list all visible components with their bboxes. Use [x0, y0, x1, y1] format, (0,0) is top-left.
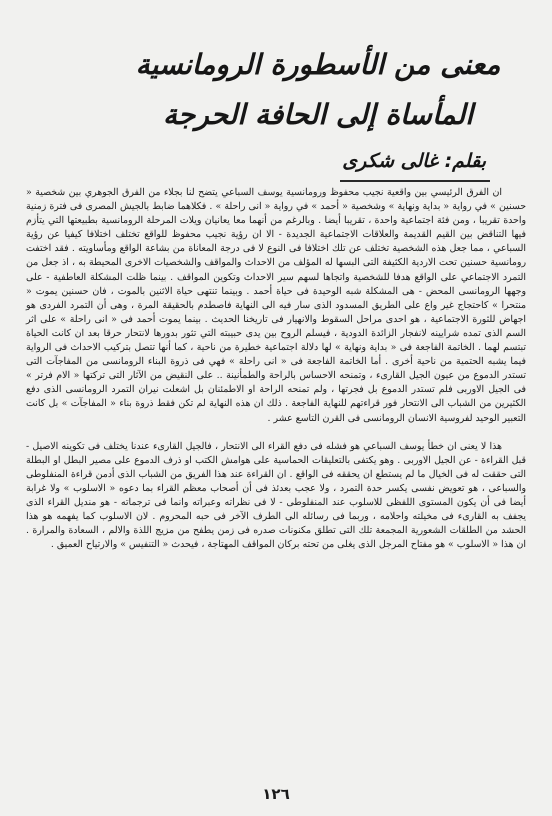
article-body: [26, 186, 526, 552]
page-number: ١٢٦: [262, 785, 290, 803]
paragraph-2: هذا لا يعنى ان خطأ يوسف السباعي هو فشله فى دفع القراء الى الانتحار ، فالجيل القارىء عندنا يختلف فى تكوينه الاصيل - قبل القراءة - عن الجيل الاوربى . وهو يكتفى بالتعليقات الحماسية على هوامش الكتب او ذرف الدموع على مصير البطل او البطلة التى حققت له فى الخيال ما لم يستطع ان يحققه فى الواقع . ان القراءة عند هذا الفريق من الشباب الذى أدمن قراءة المنفلوطى والسباعى ، هو تعويض نفسى يكسر حدة التمرد ، ولا عجب بعدئذ فى أن أصحاب معظم القراء بما دعوه « الاسلوب » ولا غرابة أيضا فى أن يكون المستوى اللفظى للاسلوب عند المنفلوطى - لا فى نظراته وعبراته وانما فى ترجماته - هو منديل القراء الذى يجفف به القارىء فى مخيلته واحلامه ، وربما فى رسائله الى الطرف الآخر فى حبه المحروم . لان الاسلوب كما يفهمه هو هذا الحشد من الطلقات الشعورية المجمعة تلك التى تطلق مكنونات صدره فى زمن يطفح من مزيج اللذة والالم ، السعادة والمرارة . ان هذا « الاسلوب » هو مفتاح المرجل الذى يغلى من تحته بركان المواقف المهتاجة ، فيحدث « التنفيس » والارتياح العميق .: [26, 440, 526, 551]
author-byline: بقلم: غالى شكرى: [342, 150, 486, 172]
title-line-1: معنى من الأسطورة الرومانسية: [135, 48, 501, 81]
byline-underline: [340, 180, 490, 182]
article-title: [118, 40, 518, 140]
title-line-2: المأساة إلى الحافة الحرجة: [162, 98, 474, 131]
paragraph-1: ان الفرق الرئيسي بين واقعية نجيب محفوظ ورومانسية يوسف السباعي يتضح لنا بجلاء من الفرق الجوهري بين شخصية « حسنين » في رواية « بداية ونهاية » وشخصية « أحمد » في رواية « انى راحلة » . فكلاهما ضابط بالجيش المصرى فى فترة زمنية واحدة تقريبا ، ومن فئة اجتماعية واحدة ، تقريبا أيضا . وبالرغم من أنهما معا يعانيان ويلات المرحلة الرومانسية بطبيعتها التي يتأزم فيها التناقض بين القيم القديمة والعلاقات الاجتماعية الجديدة - الا ان رؤية نجيب محفوظ للواقع تختلف اختلافا كيفيا عن رؤية السباعي ، مما جعل هذه الشخصية تختلف عن تلك اختلافا فى النوع لا فى درجة المعاناة من بشاعة الواقع ومأساويته . فقد اختفت رومانسية حسنين تحت الاردية الكثيفة التى البسها له المؤلف من الاحداث والمواقف والشخصيات الاخرى المحيطة به ، اذ جعل من التمرد الاجتماعي على الواقع هدفا للشخصية واتجاها لسهم سير الاحداث وتكوين المواقف . بينما ظلت المشكلة العاطفية - على وجهها الرومانسى المحض - هى المشكلة شبه الوحيدة فى حياة أحمد . وبينما تنتهى حياة الاثنين بالموت ، فان حسنين يموت « منتحرا » كاحتجاج غير واع على الطريق المسدود الذى سار فيه الى النهاية فاصطدم بالحقيقة المرة ، وهى أن التمرد الفردى هو اجهاض للثورة الاجتماعية ، هو احدى مراحل السقوط والانهيار فى تاريخنا الحديث . بينما يموت أحمد فى « انى راحلة » على اثر السم الذى تمده شرايينه لانفجار الزائدة الدودية ، فيسلم الروح بين يدى حبيبته التي تثور بدورها لانتحار حرقا بعد ان كانت الحياة تبتسم لهما . الخاتمة الفاجعة فى « بداية ونهاية » لها دلالة اجتماعية خطيرة من ناحية ، كما أنها تتصل بتركيب الاحداث فى الرواية فيما يشبه الحتمية من ناحية أخرى . أما الخاتمة الفاجعة فى « انى راحلة » فهي فى ذروة البناء الرومانسى من المفاجآت التى تستدر الدموع من عيون الجيل القارىء ، وتمنحه الاحساس بالراحة والطمأنينة .. على النقيض من الآثار التى تركتها « الام فرتر » فى الجيل الاوربى فلم تستدر الدموع بل فجرتها ، ولم تمنحه الراحة او الاطمئنان بل اشعلت نيران التمرد الرومانسى الذى دفع الكثيرين من الشباب الى الانتحار فور قراءتهم للنهاية الفاجعة . ذلك ان هذه النهاية لم تكن فقط ذروة بناء « المفاجآت » بل كانت التعبير الوحيد لفروسية الانسان الرومانسى فى القرن التاسع عشر .: [26, 187, 526, 424]
